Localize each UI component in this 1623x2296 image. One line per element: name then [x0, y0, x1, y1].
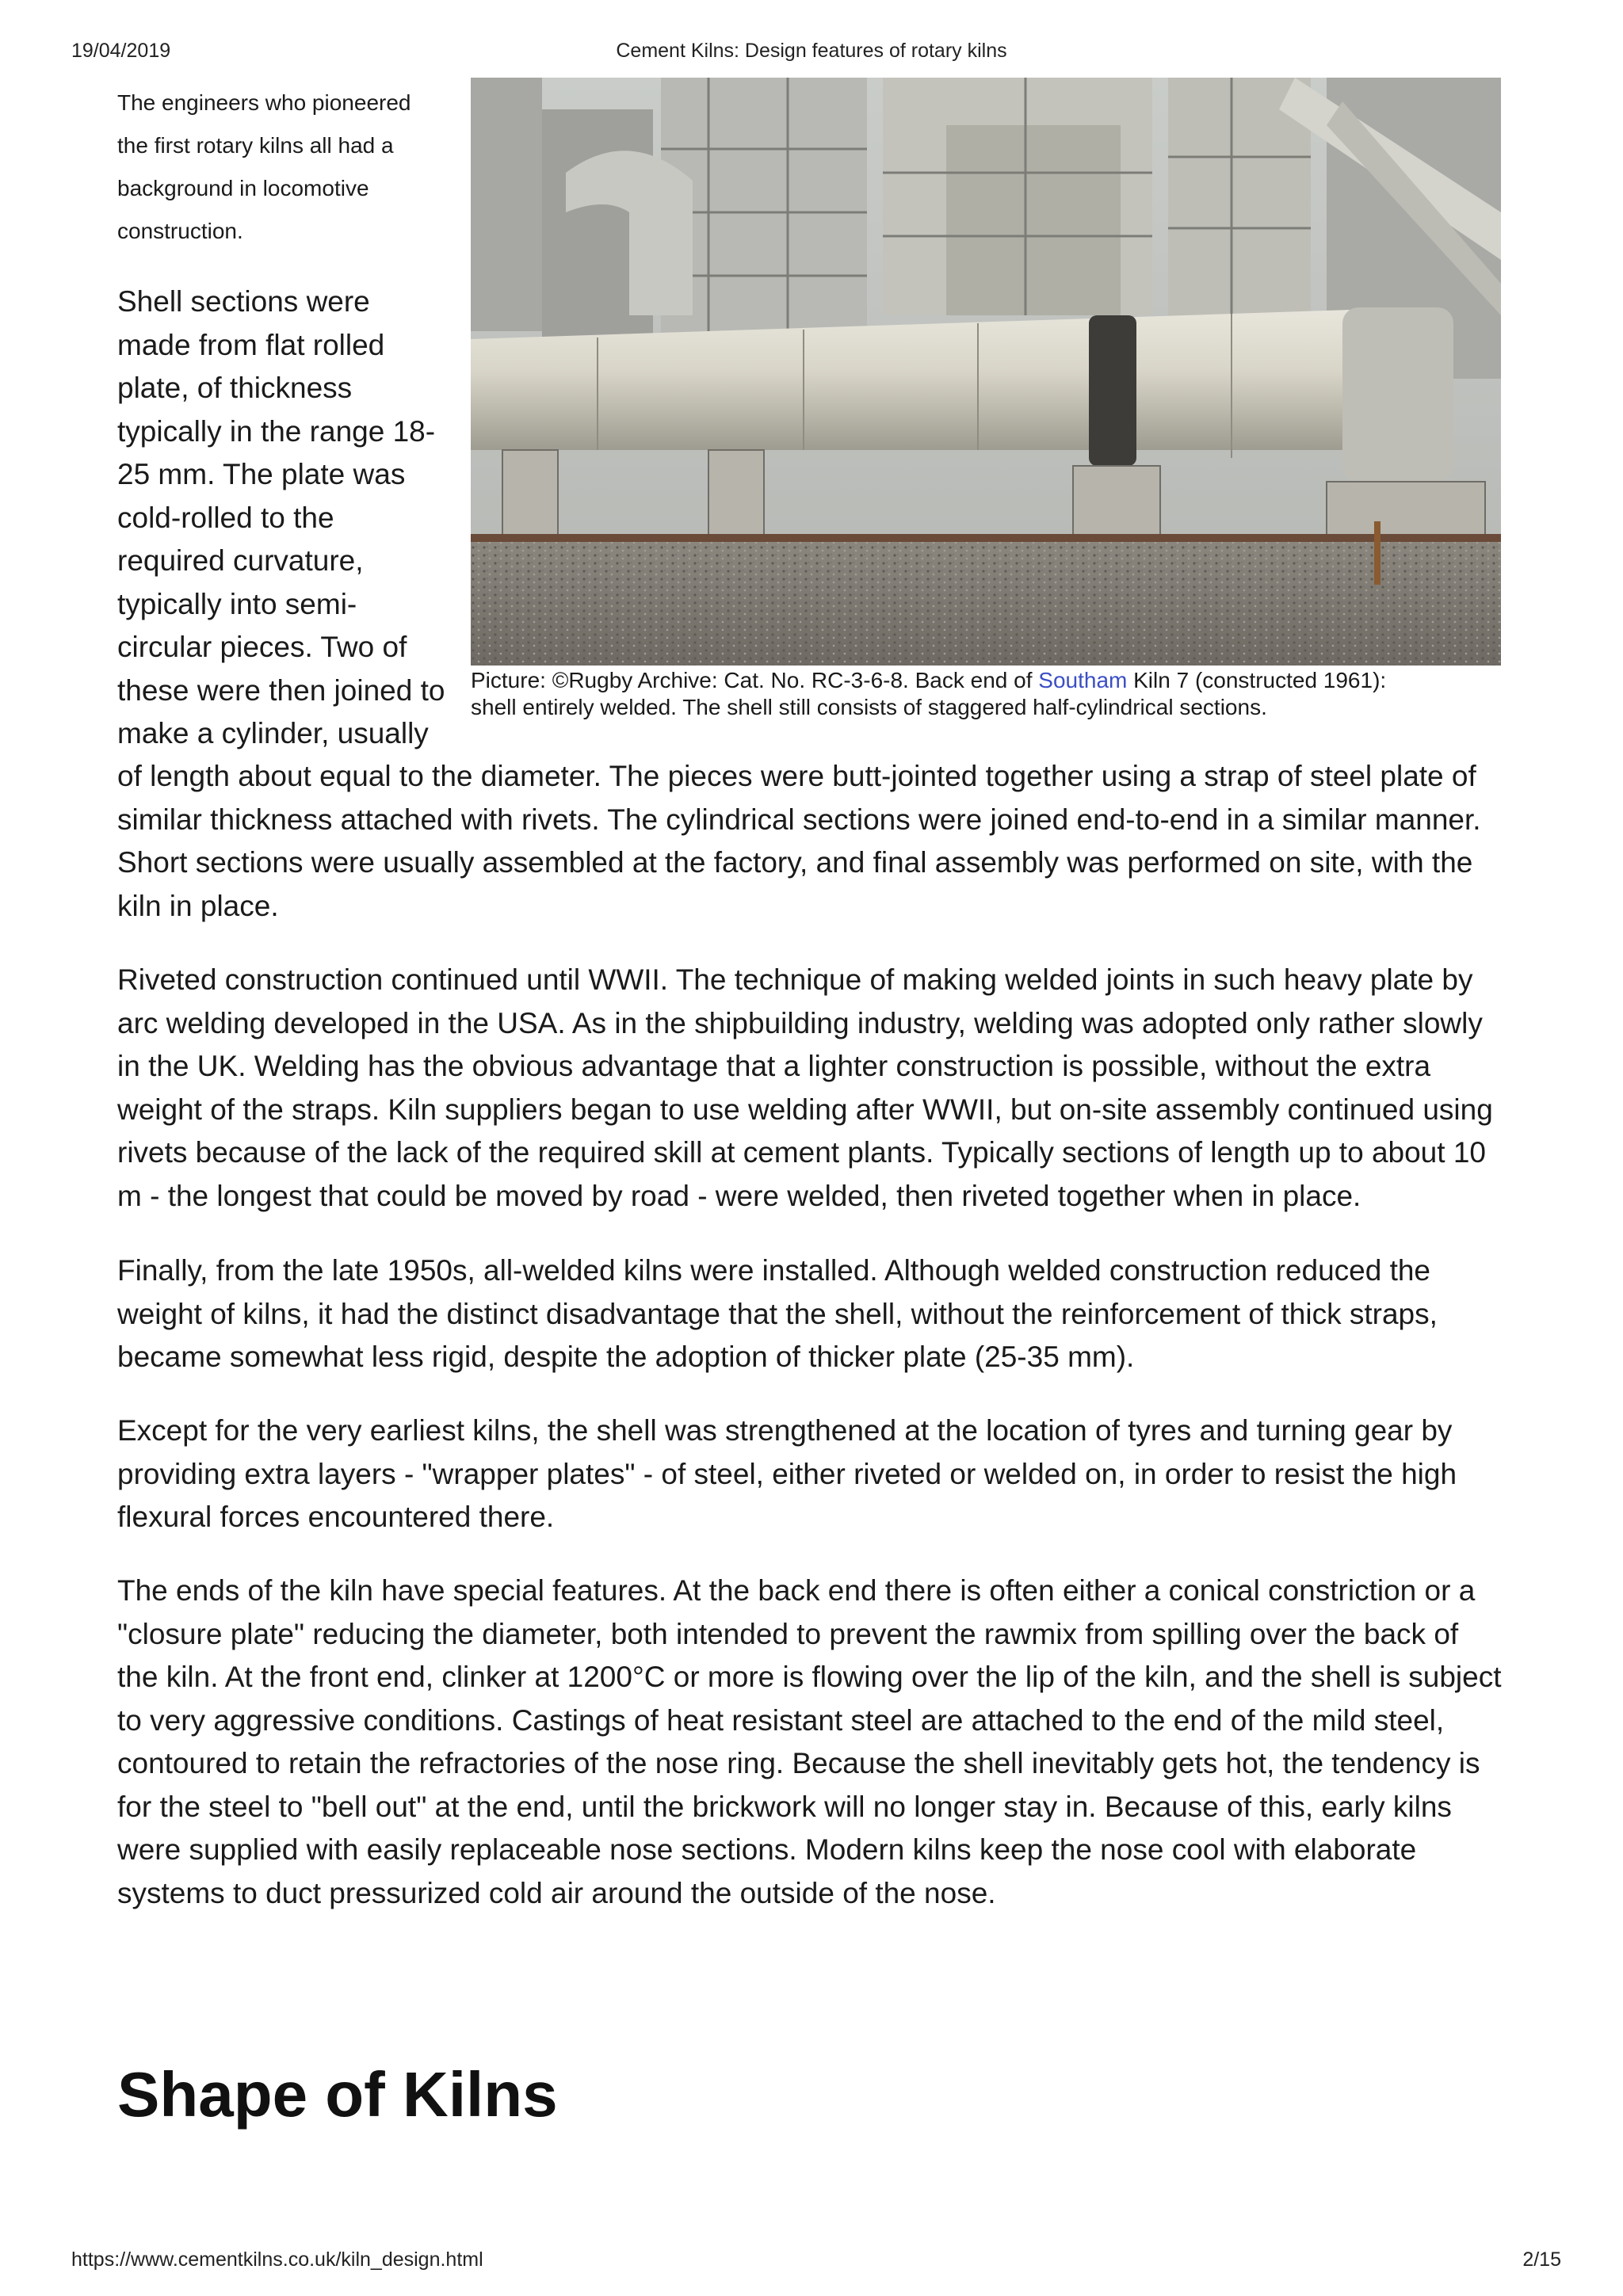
- shell-sections-continued: [117, 755, 1528, 928]
- paragraph-line: The ends of the kiln have special features. At the back end there is often either a conical constriction or a: [117, 1574, 1476, 1607]
- print-page-number: 2/15: [1522, 2248, 1561, 2271]
- riveted-construction-paragraph: [117, 959, 1528, 1218]
- paragraph-line: the kiln. At the front end, clinker at 1200°C or more is flowing over the lip of the kiln, and the shell is subject: [117, 1661, 1502, 1693]
- paragraph-line: flexural forces encountered there.: [117, 1501, 555, 1533]
- paragraph-line: Finally, from the late 1950s, all-welded kilns were installed. Although welded construction reduced the: [117, 1254, 1431, 1287]
- paragraph-line: for the steel to "bell out" at the end, until the brickwork will no longer stay in. Because of this, early kilns: [117, 1790, 1452, 1823]
- kiln-figure: [471, 78, 1501, 721]
- welded-kilns-paragraph: [117, 1249, 1528, 1379]
- wrapper-plates-paragraph: [117, 1409, 1528, 1539]
- figure-caption: [471, 667, 1501, 721]
- paragraph-line: make a cylinder, usually: [117, 717, 429, 749]
- intro-line: construction.: [117, 219, 243, 243]
- kiln-ends-paragraph: [117, 1569, 1528, 1915]
- paragraph-line: systems to duct pressurized cold air around the outside of the nose.: [117, 1876, 996, 1909]
- intro-line: background in locomotive: [117, 176, 369, 200]
- paragraph-line: plate, of thickness: [117, 372, 353, 404]
- intro-line: the first rotary kilns all had a: [117, 133, 394, 158]
- caption-text: shell entirely welded. The shell still consists of staggered half-cylindrical sections.: [471, 695, 1267, 719]
- paragraph-line: m - the longest that could be moved by road - were welded, then riveted together when in place.: [117, 1179, 1361, 1212]
- paragraph-line: to very aggressive conditions. Castings of heat resistant steel are attached to the end of the mild steel,: [117, 1703, 1445, 1737]
- paragraph-line: required curvature,: [117, 544, 364, 577]
- paragraph-line: cold-rolled to the: [117, 501, 334, 534]
- kiln-photo: [471, 78, 1501, 666]
- paragraph-line: typically into semi-: [117, 587, 357, 620]
- caption-text: Picture: ©Rugby Archive: Cat. No. RC-3-6-8. Back end of: [471, 668, 1039, 692]
- paragraph-line: kiln in place.: [117, 889, 279, 922]
- paragraph-line: "closure plate" reducing the diameter, both intended to prevent the rawmix from spilling over the back of: [117, 1617, 1459, 1650]
- section-heading-shape-of-kilns: Shape of Kilns: [117, 2059, 558, 2130]
- shell-sections-paragraph: [117, 280, 458, 756]
- paragraph-line: Shell sections were: [117, 285, 370, 318]
- paragraph-line: rivets because of the lack of the required skill at cement plants. Typically sections of length up to about 10: [117, 1136, 1486, 1169]
- southam-link[interactable]: Southam: [1038, 668, 1128, 692]
- paragraph-line: similar thickness attached with rivets. The cylindrical sections were joined end-to-end in a similar manner.: [117, 803, 1481, 836]
- paragraph-line: arc welding developed in the USA. As in the shipbuilding industry, welding was adopted only rather slowly: [117, 1006, 1483, 1039]
- paragraph-line: in the UK. Welding has the obvious advantage that a lighter construction is possible, without the extra: [117, 1050, 1431, 1082]
- paragraph-line: Riveted construction continued until WWII. The technique of making welded joints in such heavy plate by: [117, 963, 1473, 996]
- paragraph-line: were supplied with easily replaceable nose sections. Modern kilns keep the nose cool with elaborate: [117, 1833, 1417, 1866]
- paragraph-line: these were then joined to: [117, 673, 445, 707]
- paragraph-line: made from flat rolled: [117, 328, 385, 361]
- print-url: https://www.cementkilns.co.uk/kiln_design.html: [71, 2248, 483, 2271]
- paragraph-line: 25 mm. The plate was: [117, 458, 406, 490]
- paragraph-line: weight of the straps. Kiln suppliers began to use welding after WWII, but on-site assembly continued using: [117, 1093, 1493, 1126]
- paragraph-line: Except for the very earliest kilns, the shell was strengthened at the location of tyres and turning gear by: [117, 1414, 1453, 1447]
- paragraph-line: circular pieces. Two of: [117, 631, 407, 663]
- paragraph-line: became somewhat less rigid, despite the adoption of thicker plate (25-35 mm).: [117, 1341, 1135, 1373]
- caption-text: Kiln 7 (constructed 1961):: [1127, 668, 1387, 692]
- paragraph-line: of length about equal to the diameter. The pieces were butt-jointed together using a strap of steel plate of: [117, 760, 1476, 792]
- intro-paragraph: [117, 82, 450, 253]
- paragraph-line: providing extra layers - "wrapper plates" - of steel, either riveted or welded on, in order to resist the high: [117, 1457, 1457, 1490]
- paragraph-line: typically in the range 18-: [117, 414, 436, 448]
- paragraph-line: Short sections were usually assembled at the factory, and final assembly was performed on site, with the: [117, 846, 1473, 879]
- intro-line: The engineers who pioneered: [117, 90, 411, 115]
- paragraph-line: weight of kilns, it had the distinct disadvantage that the shell, without the reinforcement of thick straps,: [117, 1297, 1438, 1330]
- print-date: 19/04/2019: [71, 40, 171, 62]
- print-page-title: Cement Kilns: Design features of rotary kilns: [616, 40, 1007, 62]
- paragraph-line: contoured to retain the refractories of the nose ring. Because the shell inevitably gets hot, the tendency is: [117, 1747, 1480, 1779]
